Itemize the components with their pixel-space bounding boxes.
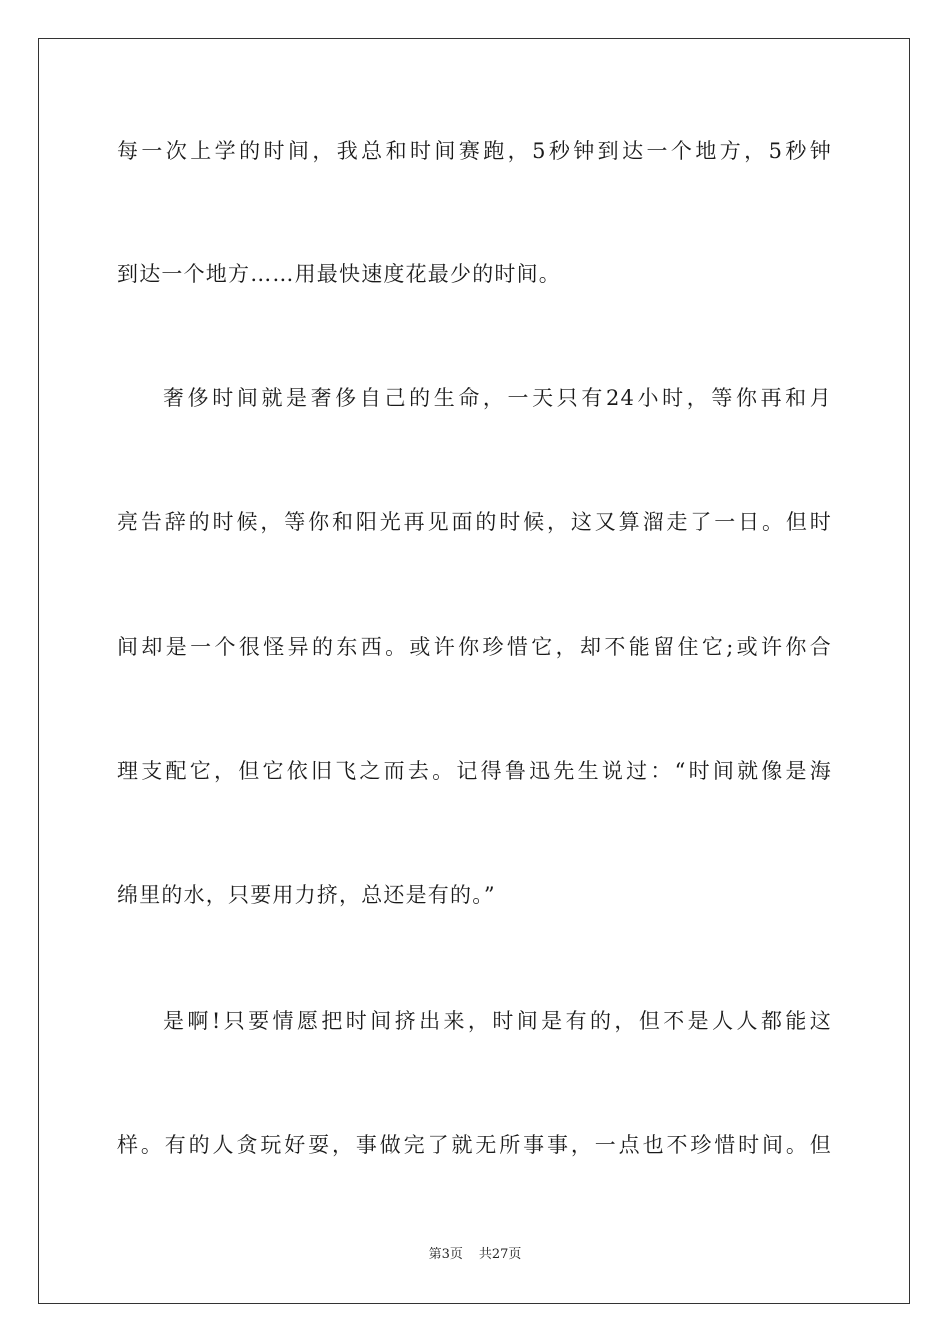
page-number: 第3页	[428, 1247, 463, 1262]
body-line: 亮告辞的时候，等你和阳光再见面的时候，这又算溜走了一日。但时	[117, 510, 832, 534]
body-line: 绵里的水，只要用力挤，总还是有的。”	[117, 883, 496, 907]
page-footer	[0, 1246, 950, 1264]
body-line: 间却是一个很怪异的东西。或许你珍惜它，却不能留住它;或许你合	[117, 635, 832, 659]
page-frame	[38, 38, 910, 1304]
paragraph-first-line: 奢侈时间就是奢侈自己的生命，一天只有24小时，等你再和月	[163, 386, 832, 410]
paragraph-first-line: 是啊!只要情愿把时间挤出来，时间是有的，但不是人人都能这	[163, 1009, 832, 1033]
body-line: 样。有的人贪玩好耍，事做完了就无所事事，一点也不珍惜时间。但	[117, 1133, 832, 1157]
body-line: 每一次上学的时间，我总和时间赛跑，5秒钟到达一个地方，5秒钟	[117, 139, 832, 163]
page-total: 共27页	[478, 1247, 522, 1262]
body-line: 到达一个地方……用最快速度花最少的时间。	[117, 262, 561, 286]
body-line: 理支配它，但它依旧飞之而去。记得鲁迅先生说过：“时间就像是海	[117, 759, 832, 783]
